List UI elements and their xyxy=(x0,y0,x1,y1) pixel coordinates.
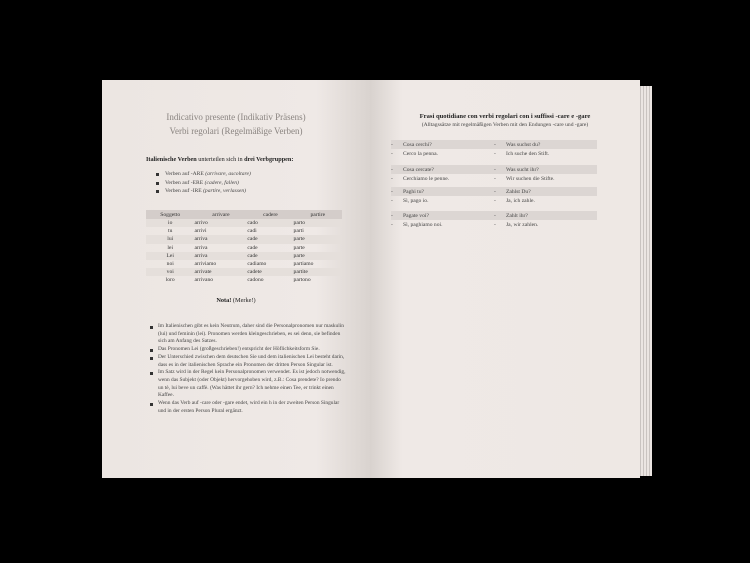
table-cell: cade xyxy=(247,252,293,260)
dash: - xyxy=(494,187,506,196)
phrase-german: Ich suche den Stift. xyxy=(506,150,550,157)
heading-verbi-regolari: Verbi regolari (Regelmäßige Verben) xyxy=(169,126,303,136)
note-item: Im Satz wird in der Regel kein Personalpronomen verwendet. Es ist jedoch notwendig, wenn das Subjekt (oder Objekt) hervorgehoben wird, z.B.: Cosa prendete? Io prendo un tè, lui beve un caffè. (Was hättet ihr gern? Ich nehme einen Tee, er trinkt einen Kaffee. xyxy=(150,369,346,400)
table-header: Soggetto xyxy=(146,210,194,219)
verb-group-item xyxy=(156,187,251,196)
phrase-german: Zahlt ihr? xyxy=(506,211,597,220)
table-cell: voi xyxy=(146,268,194,276)
note-item: Im Italienischen gibt es kein Neutrum, daher sind die Personalpronomen nur maskulin (lui) und feminin (lei). Pronomen werden kleingeschrieben, es sei denn, sie befinden sich am Anfang des Satzes. xyxy=(150,323,346,346)
bullet-icon xyxy=(156,173,159,176)
phrase-row xyxy=(391,220,597,229)
table-cell: parte xyxy=(293,244,305,251)
table-row xyxy=(146,252,342,260)
table-header: partire xyxy=(294,210,342,219)
conjugation-table xyxy=(146,210,342,285)
table-cell: cade xyxy=(247,235,293,243)
intro-bold-1: Italienische Verben xyxy=(146,156,197,163)
dash: - xyxy=(494,165,506,174)
nota-heading xyxy=(102,297,370,304)
table-cell: parte xyxy=(294,235,342,243)
phrase-group xyxy=(391,165,597,183)
phrase-group xyxy=(391,140,597,158)
verb-group-label: Verben auf -ERE xyxy=(165,179,204,186)
phrase-row xyxy=(391,149,597,158)
right-page-title: Frasi quotidiane con verbi regolari con i suffissi -care e -gare xyxy=(419,113,591,120)
right-page-subtitle: (Alltagssätze mit regelmäßigen Verben mit den Endungen -care und -gare) xyxy=(421,122,589,128)
note-item: Das Pronomen Lei (großgeschrieben!) entspricht der Höflichkeitsform Sie. xyxy=(150,346,346,354)
table-cell: cade xyxy=(247,244,258,251)
table-cell: arrivano xyxy=(194,277,214,284)
phrase-group xyxy=(391,211,597,229)
table-cell: partiamo xyxy=(293,261,314,268)
intro-mid: unterteilen sich in xyxy=(196,156,245,163)
heading-indicativo: Indicativo presente (Indikativ Präsens) xyxy=(166,112,306,122)
verb-group-item xyxy=(156,170,251,179)
nota-text: (Merke!) xyxy=(231,297,256,304)
dash: - xyxy=(494,140,506,149)
note-item: Der Unterschied zwischen dem deutschen Sie und dem italienischen Lei besteht darin, dass es in der italienischen Sprache ein Pronomen der dritten Person Singular ist. xyxy=(150,354,346,369)
phrase-group xyxy=(391,187,597,205)
table-header: cadere xyxy=(247,210,293,219)
verb-group-label: Verben auf -IRE xyxy=(165,188,202,195)
table-cell: cadono xyxy=(247,277,264,284)
phrase-italian: Paghi tu? xyxy=(403,187,494,196)
dash: - xyxy=(391,165,403,174)
open-book xyxy=(102,80,652,478)
table-cell: lei xyxy=(167,244,174,251)
table-row xyxy=(146,276,342,284)
dash: - xyxy=(494,211,506,220)
table-header: arrivare xyxy=(194,210,247,219)
table-cell: partite xyxy=(294,268,342,276)
phrase-italian: Cosa cerchi? xyxy=(403,140,494,149)
table-cell: arrivate xyxy=(194,268,247,276)
table-cell: parti xyxy=(293,228,304,235)
phrase-row xyxy=(391,140,597,149)
phrase-german: Was suchst du? xyxy=(506,140,597,149)
bullet-icon xyxy=(156,182,159,185)
table-row xyxy=(146,268,342,276)
verb-group-list xyxy=(156,170,251,196)
table-cell: parto xyxy=(294,219,342,227)
dash: - xyxy=(391,175,393,182)
intro-bold-2: drei Verbgruppen: xyxy=(244,156,294,163)
table-row xyxy=(146,227,342,235)
phrase-german: Zahlst Du? xyxy=(506,187,597,196)
phrase-italian: Pagate voi? xyxy=(403,211,494,220)
table-cell: arriviamo xyxy=(194,261,217,268)
phrase-german: Ja, wir zahlen. xyxy=(506,221,539,228)
dash: - xyxy=(391,150,393,157)
table-cell: noi xyxy=(166,261,174,268)
phrase-italian: Sì, pago io. xyxy=(403,197,429,204)
table-cell: tu xyxy=(168,228,173,235)
phrase-row xyxy=(391,165,597,174)
dash: - xyxy=(391,221,393,228)
left-page xyxy=(102,80,370,478)
table-cell: partono xyxy=(293,277,311,284)
phrase-row xyxy=(391,211,597,220)
verb-group-label: Verben auf -ARE xyxy=(165,171,204,177)
phrase-german: Ja, ich zahle. xyxy=(506,197,535,204)
notes-list xyxy=(150,323,346,415)
table-row xyxy=(146,235,342,243)
table-cell: lui xyxy=(146,235,194,243)
dash: - xyxy=(494,175,496,182)
intro-text xyxy=(146,156,293,163)
table-cell: cado xyxy=(247,219,293,227)
table-cell: io xyxy=(146,219,194,227)
dash: - xyxy=(391,197,393,204)
bullet-icon xyxy=(156,190,159,193)
phrase-row xyxy=(391,174,597,183)
nota-bold: Nota! xyxy=(216,297,232,304)
dash: - xyxy=(391,211,403,220)
verb-group-examples: (cadere, fallen) xyxy=(204,179,239,186)
dash: - xyxy=(494,221,496,228)
note-item: Wenn das Verb auf -care oder -gare endet, wird ein h in der zweiten Person Singular und in der ersten Person Plural ergänzt. xyxy=(150,400,346,415)
table-row xyxy=(146,244,342,252)
table-row xyxy=(146,219,342,227)
page-edges xyxy=(640,86,652,476)
phrase-row xyxy=(391,196,597,205)
verb-group-item xyxy=(156,179,251,188)
dash: - xyxy=(391,187,403,196)
phrase-german: Wir suchen die Stifte. xyxy=(506,175,555,182)
phrase-italian: Cosa cercate? xyxy=(403,165,494,174)
table-cell: arriva xyxy=(194,244,208,251)
conjugation-table-body xyxy=(146,219,342,285)
dash: - xyxy=(494,150,496,157)
table-cell: arriva xyxy=(194,252,247,260)
dash: - xyxy=(391,140,403,149)
table-cell: cadi xyxy=(247,228,257,235)
table-row xyxy=(146,260,342,268)
table-cell: loro xyxy=(165,277,175,284)
dash: - xyxy=(494,197,496,204)
table-cell: Lei xyxy=(146,252,194,260)
table-cell: arrivo xyxy=(194,219,247,227)
table-cell: cadiamo xyxy=(247,261,267,268)
verb-group-examples: (partire, verlassen) xyxy=(203,188,247,195)
table-cell: arrivi xyxy=(194,228,207,235)
phrase-italian: Cerchiamo le penne. xyxy=(403,175,450,182)
table-cell: cadete xyxy=(247,268,293,276)
table-cell: arriva xyxy=(194,235,247,243)
phrase-row xyxy=(391,187,597,196)
table-cell: parte xyxy=(294,252,342,260)
phrase-italian: Cerco la penna. xyxy=(403,150,438,157)
phrase-italian: Sì, paghiamo noi. xyxy=(403,221,443,228)
verb-group-examples: (arrivare, ascoltare) xyxy=(205,171,251,177)
phrase-german: Was sucht ihr? xyxy=(506,165,597,174)
